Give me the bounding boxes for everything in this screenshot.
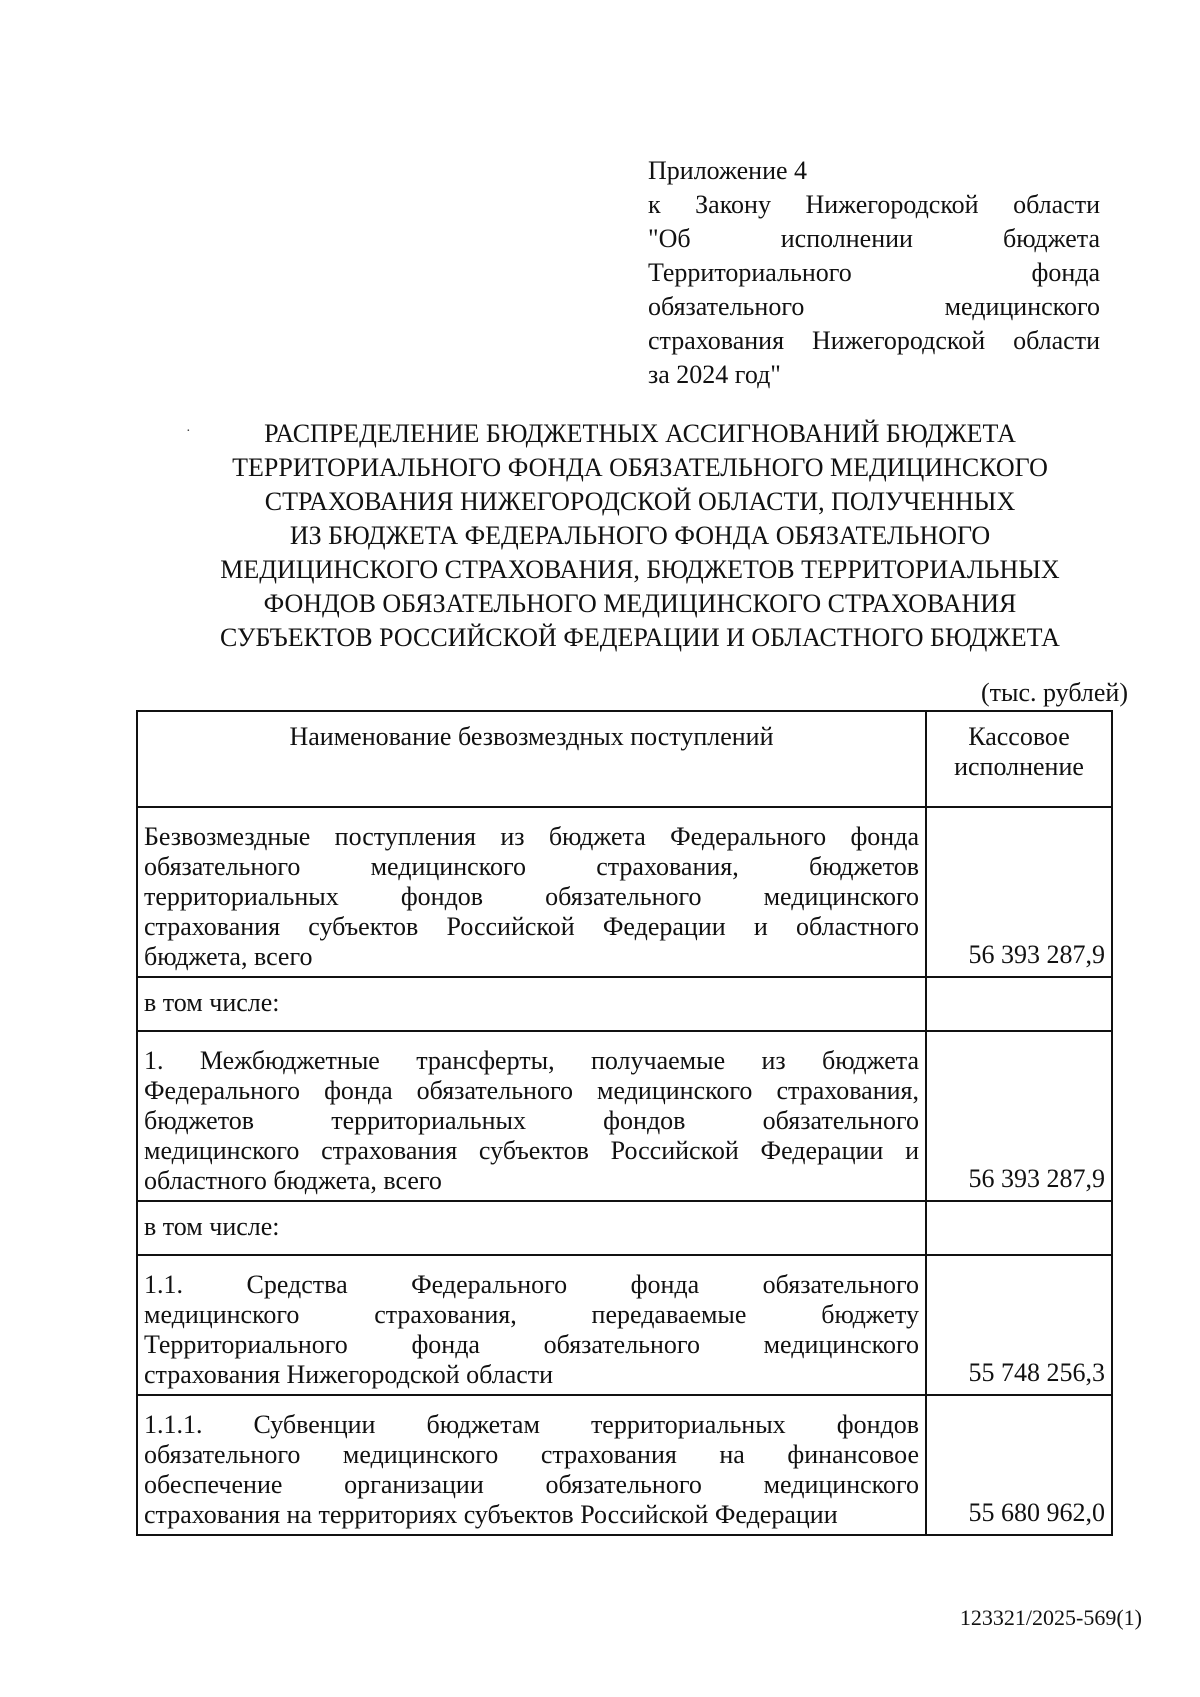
row-name-line: в том числе: xyxy=(144,988,280,1017)
row-name-line: страхования на территориях субъектов Российской Федерации xyxy=(144,1500,838,1529)
title-line: ФОНДОВ ОБЯЗАТЕЛЬНОГО МЕДИЦИНСКОГО СТРАХОВАНИЯ xyxy=(263,589,1017,618)
appendix-line: Приложение 4 xyxy=(648,156,808,185)
row-value xyxy=(926,977,1112,1031)
row-name-line: обеспечение организации обязательного медицинского xyxy=(144,1470,919,1499)
row-name-line: областного бюджета, всего xyxy=(144,1166,442,1195)
row-name-line: территориальных фондов обязательного медицинского xyxy=(144,882,919,911)
title-line: ИЗ БЮДЖЕТА ФЕДЕРАЛЬНОГО ФОНДА ОБЯЗАТЕЛЬНОГО xyxy=(289,521,991,550)
appendix-line: страхования Нижегородской области xyxy=(648,326,1100,355)
row-name xyxy=(137,1255,926,1395)
row-name xyxy=(137,1201,926,1255)
appendix-block xyxy=(648,154,1100,392)
table-row xyxy=(137,807,1112,977)
appendix-line: за 2024 год" xyxy=(648,360,781,389)
row-value: 56 393 287,9 xyxy=(926,807,1112,977)
appendix-line: "Об исполнении бюджета xyxy=(648,224,1100,253)
row-name-line: бюджетов территориальных фондов обязательного xyxy=(144,1106,919,1135)
row-name-line: 1.1.1. Субвенции бюджетам территориальных фондов xyxy=(144,1410,919,1439)
row-name xyxy=(137,807,926,977)
row-value xyxy=(926,1201,1112,1255)
title-line: МЕДИЦИНСКОГО СТРАХОВАНИЯ, БЮДЖЕТОВ ТЕРРИТОРИАЛЬНЫХ xyxy=(220,555,1060,584)
table-row xyxy=(137,1395,1112,1535)
row-name-line: в том числе: xyxy=(144,1212,280,1241)
row-name-line: обязательного медицинского страхования на финансовое xyxy=(144,1440,919,1469)
column-header-value-line: Кассовое xyxy=(968,722,1070,751)
row-name xyxy=(137,977,926,1031)
appendix-line: к Закону Нижегородской области xyxy=(648,190,1100,219)
appendix-line: Территориального фонда xyxy=(648,258,1100,287)
table-row xyxy=(137,1201,1112,1255)
row-name-line: медицинского страхования субъектов Российской Федерации и xyxy=(144,1136,919,1165)
scan-mark: · xyxy=(186,424,191,439)
row-name-line: Безвозмездные поступления из бюджета Федерального фонда xyxy=(144,822,919,851)
document-title xyxy=(130,417,1150,655)
table-row xyxy=(137,977,1112,1031)
row-name-line: 1. Межбюджетные трансферты, получаемые из бюджета xyxy=(144,1046,919,1075)
row-name-line: страхования Нижегородской области xyxy=(144,1360,554,1389)
row-value: 55 680 962,0 xyxy=(926,1395,1112,1535)
column-header-value-line: исполнение xyxy=(954,752,1084,781)
title-line: ТЕРРИТОРИАЛЬНОГО ФОНДА ОБЯЗАТЕЛЬНОГО МЕДИЦИНСКОГО xyxy=(232,453,1048,482)
table-header-row xyxy=(137,711,1112,807)
column-header-value xyxy=(926,711,1112,807)
row-name-line: Территориального фонда обязательного медицинского xyxy=(144,1330,919,1359)
row-name-line: 1.1. Средства Федерального фонда обязательного xyxy=(144,1270,919,1299)
row-name-line: страхования субъектов Российской Федерации и областного xyxy=(144,912,919,941)
row-name xyxy=(137,1031,926,1201)
row-value: 55 748 256,3 xyxy=(926,1255,1112,1395)
column-header-name: Наименование безвозмездных поступлений xyxy=(137,711,926,807)
row-value: 56 393 287,9 xyxy=(926,1031,1112,1201)
title-line: СУБЪЕКТОВ РОССИЙСКОЙ ФЕДЕРАЦИИ И ОБЛАСТНОГО БЮДЖЕТА xyxy=(220,623,1060,652)
title-line: СТРАХОВАНИЯ НИЖЕГОРОДСКОЙ ОБЛАСТИ, ПОЛУЧЕННЫХ xyxy=(264,487,1016,516)
document-number: 123321/2025-569(1) xyxy=(959,1605,1142,1630)
row-name xyxy=(137,1395,926,1535)
appendix-line: обязательного медицинского xyxy=(648,292,1100,321)
row-name-line: бюджета, всего xyxy=(144,942,313,971)
units-label: (тыс. рублей) xyxy=(980,678,1128,707)
title-line: РАСПРЕДЕЛЕНИЕ БЮДЖЕТНЫХ АССИГНОВАНИЙ БЮДЖЕТА xyxy=(264,419,1016,448)
table-row xyxy=(137,1031,1112,1201)
row-name-line: медицинского страхования, передаваемые бюджету xyxy=(144,1300,919,1329)
budget-table xyxy=(136,710,1113,1536)
row-name-line: Федерального фонда обязательного медицинского страхования, xyxy=(144,1076,919,1105)
table-row xyxy=(137,1255,1112,1395)
row-name-line: обязательного медицинского страхования, бюджетов xyxy=(144,852,919,881)
